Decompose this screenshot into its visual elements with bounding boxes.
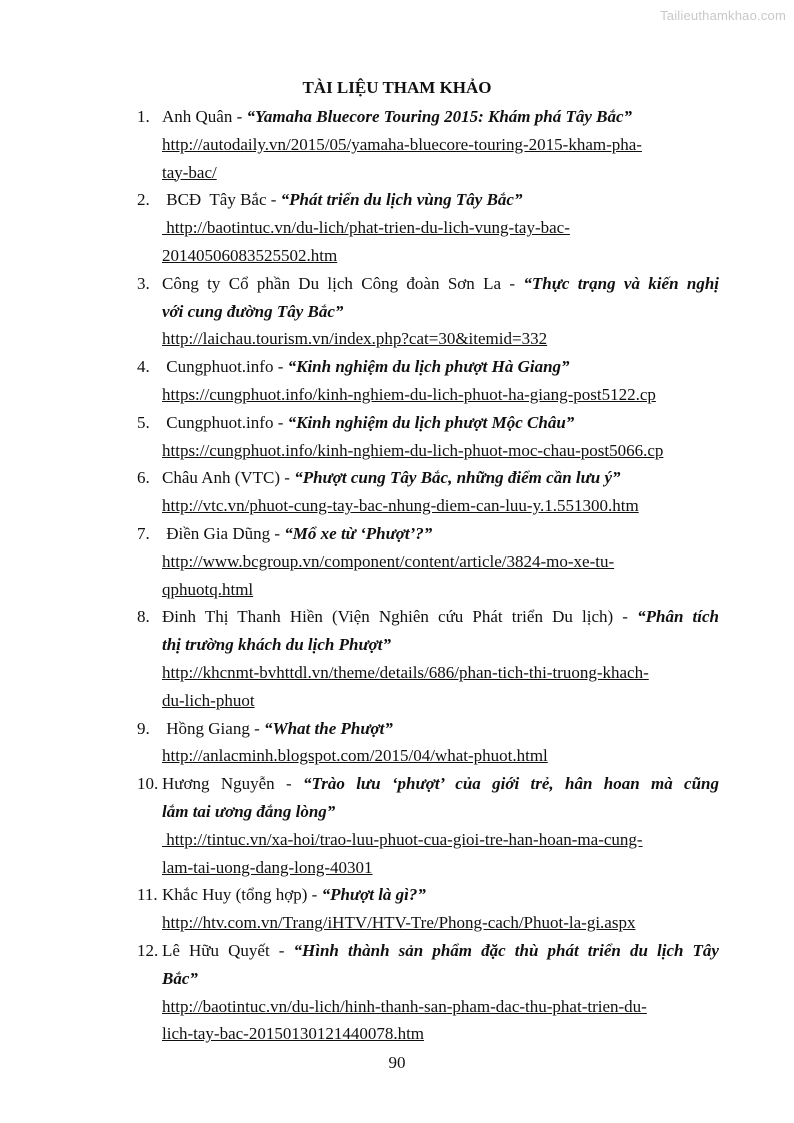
reference-item-4 (137, 353, 719, 409)
reference-item-3 (137, 270, 719, 353)
reference-number: 10. (137, 774, 159, 794)
reference-link[interactable]: http://www.bcgroup.vn/component/content/article/3824-mo-xe-tu- (162, 551, 615, 571)
reference-link[interactable]: http://autodaily.vn/2015/05/yamaha-bluecore-touring-2015-kham-pha- (162, 134, 642, 154)
reference-item-9 (137, 715, 719, 771)
reference-number: 3. (137, 273, 150, 293)
reference-title-continued: lắm tai ương đắng lòng” (162, 801, 336, 821)
reference-link[interactable]: http://khcnmt-bvhttdl.vn/theme/details/686/phan-tich-thi-truong-khach- (162, 662, 649, 682)
reference-link[interactable]: http://baotintuc.vn/du-lich/hinh-thanh-san-pham-dac-thu-phat-trien-du- (162, 996, 647, 1016)
reference-list (137, 103, 719, 1048)
reference-number: 12. (137, 940, 159, 960)
reference-item-2 (137, 186, 719, 269)
reference-item-1 (137, 103, 719, 186)
reference-number: 1. (137, 107, 150, 126)
reference-title: “Thực trạng và kiến nghị (523, 273, 719, 293)
reference-title: “Mổ xe từ ‘Phượt’?” (284, 523, 433, 543)
reference-link[interactable]: http://vtc.vn/phuot-cung-tay-bac-nhung-diem-can-luu-y.1.551300.htm (162, 496, 639, 516)
reference-link-continued[interactable]: qphuotq.html (162, 579, 254, 599)
reference-author: Đinh Thị Thanh Hiền (Viện Nghiên cứu Phát triển Du lịch) - (162, 607, 638, 627)
reference-author: Hồng Giang - (162, 718, 264, 738)
reference-author: Hương Nguyễn - (162, 774, 303, 794)
reference-title: “Hình thành sản phẩm đặc thù phát triển du lịch Tây (293, 940, 719, 960)
reference-link[interactable]: http://laichau.tourism.vn/index.php?cat=30&itemid=332 (162, 329, 548, 349)
reference-link[interactable]: http://htv.com.vn/Trang/iHTV/HTV-Tre/Phong-cach/Phuot-la-gi.aspx (162, 913, 636, 933)
reference-author: Lê Hữu Quyết - (162, 940, 294, 960)
reference-title: “Phát triển du lịch vùng Tây Bắc” (280, 190, 523, 210)
watermark: Tailieuthamkhao.com (660, 8, 786, 23)
reference-title-continued: Bắc” (162, 968, 198, 988)
reference-title: “Yamaha Bluecore Touring 2015: Khám phá Tây Bắc” (246, 107, 633, 126)
reference-title: “Phượt là gì?” (321, 885, 426, 905)
reference-author: Công ty Cổ phần Du lịch Công đoàn Sơn La - (162, 273, 524, 293)
reference-title: “Phân tích (637, 607, 719, 627)
reference-author: Cungphuot.info - (162, 412, 288, 432)
reference-author: Khắc Huy (tổng hợp) - (162, 885, 322, 905)
reference-author: Châu Anh (VTC) - (162, 468, 295, 488)
reference-link-continued[interactable]: lich-tay-bac-20150130121440078.htm (162, 1024, 425, 1044)
reference-number: 11. (137, 885, 158, 905)
reference-link-continued[interactable]: 20140506083525502.htm (162, 245, 338, 265)
reference-author: Anh Quân - (162, 107, 247, 126)
reference-item-5 (137, 409, 719, 465)
reference-link[interactable]: http://baotintuc.vn/du-lich/phat-trien-du-lich-vung-tay-bac- (162, 218, 570, 238)
reference-number: 9. (137, 718, 150, 738)
reference-number: 5. (137, 412, 150, 432)
reference-link[interactable]: https://cungphuot.info/kinh-nghiem-du-lich-phuot-ha-giang-post5122.cp (162, 384, 656, 404)
reference-author: Điền Gia Dũng - (162, 523, 285, 543)
reference-title: “Trào lưu ‘phượt’ của giới trẻ, hân hoan mà cũng (302, 774, 719, 794)
reference-link[interactable]: http://anlacminh.blogspot.com/2015/04/what-phuot.html (162, 746, 548, 766)
page-number: 90 (388, 1053, 406, 1072)
reference-link-continued[interactable]: lam-tai-uong-dang-long-40301 (162, 857, 373, 877)
reference-author: Cungphuot.info - (162, 357, 288, 377)
reference-title: “What the Phượt” (263, 718, 393, 738)
reference-number: 6. (137, 468, 150, 488)
reference-title: “Kinh nghiệm du lịch phượt Hà Giang” (287, 357, 570, 377)
reference-link-continued[interactable]: tay-bac/ (162, 162, 217, 182)
reference-item-12 (137, 937, 719, 1048)
reference-number: 7. (137, 523, 150, 543)
reference-title-continued: với cung đường Tây Bắc” (162, 301, 344, 321)
page-title: TÀI LIỆU THAM KHẢO (302, 78, 492, 97)
reference-item-10 (137, 770, 719, 881)
reference-link[interactable]: http://tintuc.vn/xa-hoi/trao-luu-phuot-cua-gioi-tre-han-hoan-ma-cung- (162, 829, 643, 849)
reference-title-continued: thị trường khách du lịch Phượt” (162, 635, 391, 655)
reference-title: “Phượt cung Tây Bắc, những điểm cần lưu ý” (294, 468, 621, 488)
reference-item-11 (137, 881, 719, 937)
reference-title: “Kinh nghiệm du lịch phượt Mộc Châu” (287, 412, 575, 432)
reference-number: 8. (137, 607, 150, 627)
reference-item-6 (137, 464, 719, 520)
reference-item-8 (137, 603, 719, 714)
reference-author: BCĐ Tây Bắc - (162, 190, 281, 210)
reference-number: 4. (137, 357, 150, 377)
reference-link-continued[interactable]: du-lich-phuot (162, 690, 255, 710)
reference-item-7 (137, 520, 719, 603)
reference-link[interactable]: https://cungphuot.info/kinh-nghiem-du-lich-phuot-moc-chau-post5066.cp (162, 440, 664, 460)
reference-number: 2. (137, 190, 150, 210)
